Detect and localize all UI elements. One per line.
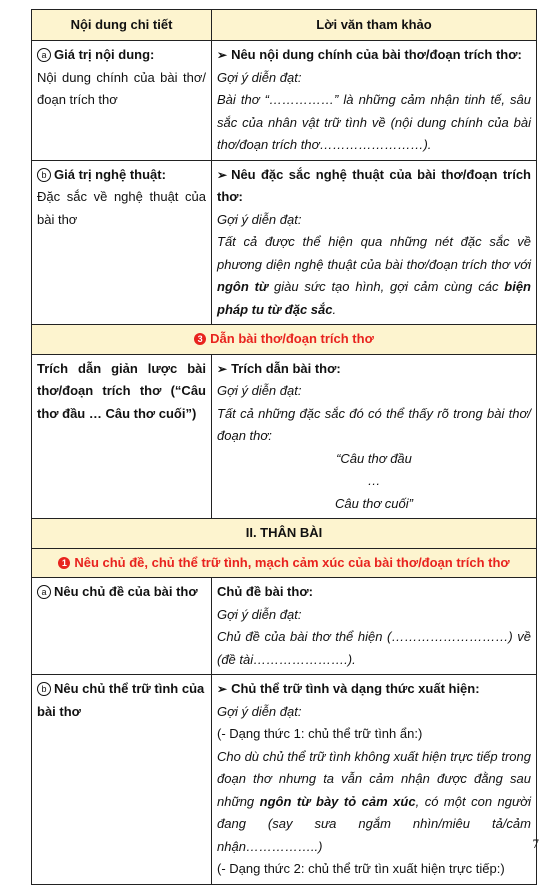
content-value-body: Bài thơ “……………” là những cảm nhận tinh tế, sâu sắc của nhân vật trữ tình về (nội dung chính của bài thơ/đoạn trích thơ……………………). <box>217 92 531 152</box>
art-value-desc: Đặc sắc về nghệ thuật của bài thơ <box>37 189 206 227</box>
circled-number-3-icon: 3 <box>194 333 206 345</box>
cell-quote-text <box>212 354 537 519</box>
theme-desc-text: Nêu chủ đề của bài thơ <box>54 584 198 599</box>
cell-content-value-text <box>212 41 537 161</box>
quote-line-ellipsis: … <box>367 473 381 488</box>
art-body-part: giàu sức tạo hình, gợi cảm cùng các <box>268 279 505 294</box>
part-2-heading: II. THÂN BÀI <box>32 519 537 549</box>
table-row-subject <box>32 675 537 885</box>
content-value-heading-text: Nêu nội dung chính của bài thơ/đoạn trích thơ: <box>231 47 522 62</box>
art-value-heading <box>217 164 531 209</box>
content-value-title <box>37 44 206 67</box>
cell-quote-label <box>32 354 212 519</box>
cell-subject-text <box>212 675 537 885</box>
art-value-body <box>217 231 531 321</box>
content-value-title-text: Giá trị nội dung: <box>54 47 155 62</box>
art-body-bold: biện pháp tu từ đặc sắc <box>217 279 531 317</box>
cell-content-value-label <box>32 41 212 161</box>
section-3-heading <box>32 325 537 355</box>
table-header-row <box>32 10 537 41</box>
cell-subject-label <box>32 675 212 885</box>
section-3-row <box>32 325 537 355</box>
circled-a-icon: a <box>37 48 51 62</box>
subject-form-2: (- Dạng thức 2: chủ thể trữ tìn xuất hiện trực tiếp:) <box>217 861 505 876</box>
subject-form-1: (- Dạng thức 1: chủ thể trữ tình ẩn:) <box>217 726 423 741</box>
cell-theme-text <box>212 578 537 675</box>
circled-b-icon: b <box>37 682 51 696</box>
arrowhead-icon: ➢ <box>217 167 228 182</box>
art-body-bold: ngôn từ <box>217 279 269 294</box>
subject-heading <box>217 678 531 701</box>
content-value-heading <box>217 44 531 67</box>
content-value-hint: Gợi ý diễn đạt: <box>217 69 302 85</box>
cell-theme-label <box>32 578 212 675</box>
theme-desc <box>37 581 206 604</box>
subject-hint: Gợi ý diễn đạt: <box>217 703 302 719</box>
quote-hint: Gợi ý diễn đạt: <box>217 383 302 398</box>
art-value-title <box>37 164 206 187</box>
subject-body <box>217 746 531 859</box>
subject-heading-text: Chủ thể trữ tình và dạng thức xuất hiện: <box>231 681 480 696</box>
table-row-theme <box>32 578 537 675</box>
art-value-heading-text: Nêu đặc sắc nghệ thuật của bài thơ/đoạn trích thơ: <box>217 166 531 204</box>
subject-body-bold: ngôn từ bày tỏ cảm xúc <box>259 793 416 809</box>
header-reference-text: Lời văn tham khảo <box>212 10 537 41</box>
part-2-row <box>32 519 537 549</box>
cell-art-value-text <box>212 160 537 325</box>
theme-body: Chủ đề của bài thơ thể hiện (………………………) về (đề tài………………….). <box>217 629 531 667</box>
quote-line-first: “Câu thơ đầu <box>336 450 412 466</box>
circled-number-1-icon: 1 <box>58 557 70 569</box>
art-value-hint: Gợi ý diễn đạt: <box>217 211 302 227</box>
content-table <box>31 9 537 885</box>
theme-hint: Gợi ý diễn đạt: <box>217 606 302 622</box>
header-detail-content: Nội dung chi tiết <box>32 10 212 41</box>
page-number: 7 <box>532 836 539 851</box>
art-value-title-text: Giá trị nghệ thuật: <box>54 166 166 182</box>
table-row-content-value <box>32 41 537 161</box>
table-row-art-value <box>32 160 537 325</box>
quote-heading-text: Trích dẫn bài thơ: <box>231 360 341 376</box>
art-body-part: Tất cả được thể hiện qua những nét đặc sắc về phương diện nghệ thuật của bài thơ/đoạn trích thơ với <box>217 234 531 272</box>
arrowhead-icon: ➢ <box>217 361 228 376</box>
art-body-part: . <box>332 301 337 317</box>
quote-desc: Trích dẫn giản lược bài thơ/đoạn trích thơ (“Câu thơ đầu … Câu thơ cuối”) <box>37 360 206 421</box>
table-row-quote <box>32 354 537 519</box>
section-3-title: Dẫn bài thơ/đoạn trích thơ <box>210 331 374 346</box>
quote-body: Tất cả những đặc sắc đó có thể thấy rõ trong bài thơ/đoạn thơ: <box>217 405 531 443</box>
subject-desc-text: Nêu chủ thể trữ tình của bài thơ <box>37 681 205 719</box>
section-1-row <box>32 548 537 578</box>
section-1-heading <box>32 548 537 578</box>
content-value-desc: Nội dung chính của bài thơ/đoạn trích thơ <box>37 69 206 107</box>
quote-heading <box>217 358 531 381</box>
circled-b-icon: b <box>37 168 51 182</box>
subject-body-part: , có một con người đang (say sưa ngắm nhìn/miêu tả/cảm nhận……………..) <box>217 793 531 854</box>
circled-a-icon: a <box>37 585 51 599</box>
cell-art-value-label <box>32 160 212 325</box>
quote-line-last: Câu thơ cuối” <box>335 495 413 511</box>
arrowhead-icon: ➢ <box>217 682 228 696</box>
theme-heading: Chủ đề bài thơ: <box>217 584 313 599</box>
section-1-title: Nêu chủ đề, chủ thể trữ tình, mạch cảm xúc của bài thơ/đoạn trích thơ <box>74 554 510 570</box>
arrowhead-icon: ➢ <box>217 48 228 62</box>
subject-body-part: Cho dù chủ thể trữ tình không xuất hiện trực tiếp trong đoạn thơ nhưng ta vẫn cảm nhận được đằng sau những <box>217 748 531 809</box>
subject-desc <box>37 678 206 723</box>
